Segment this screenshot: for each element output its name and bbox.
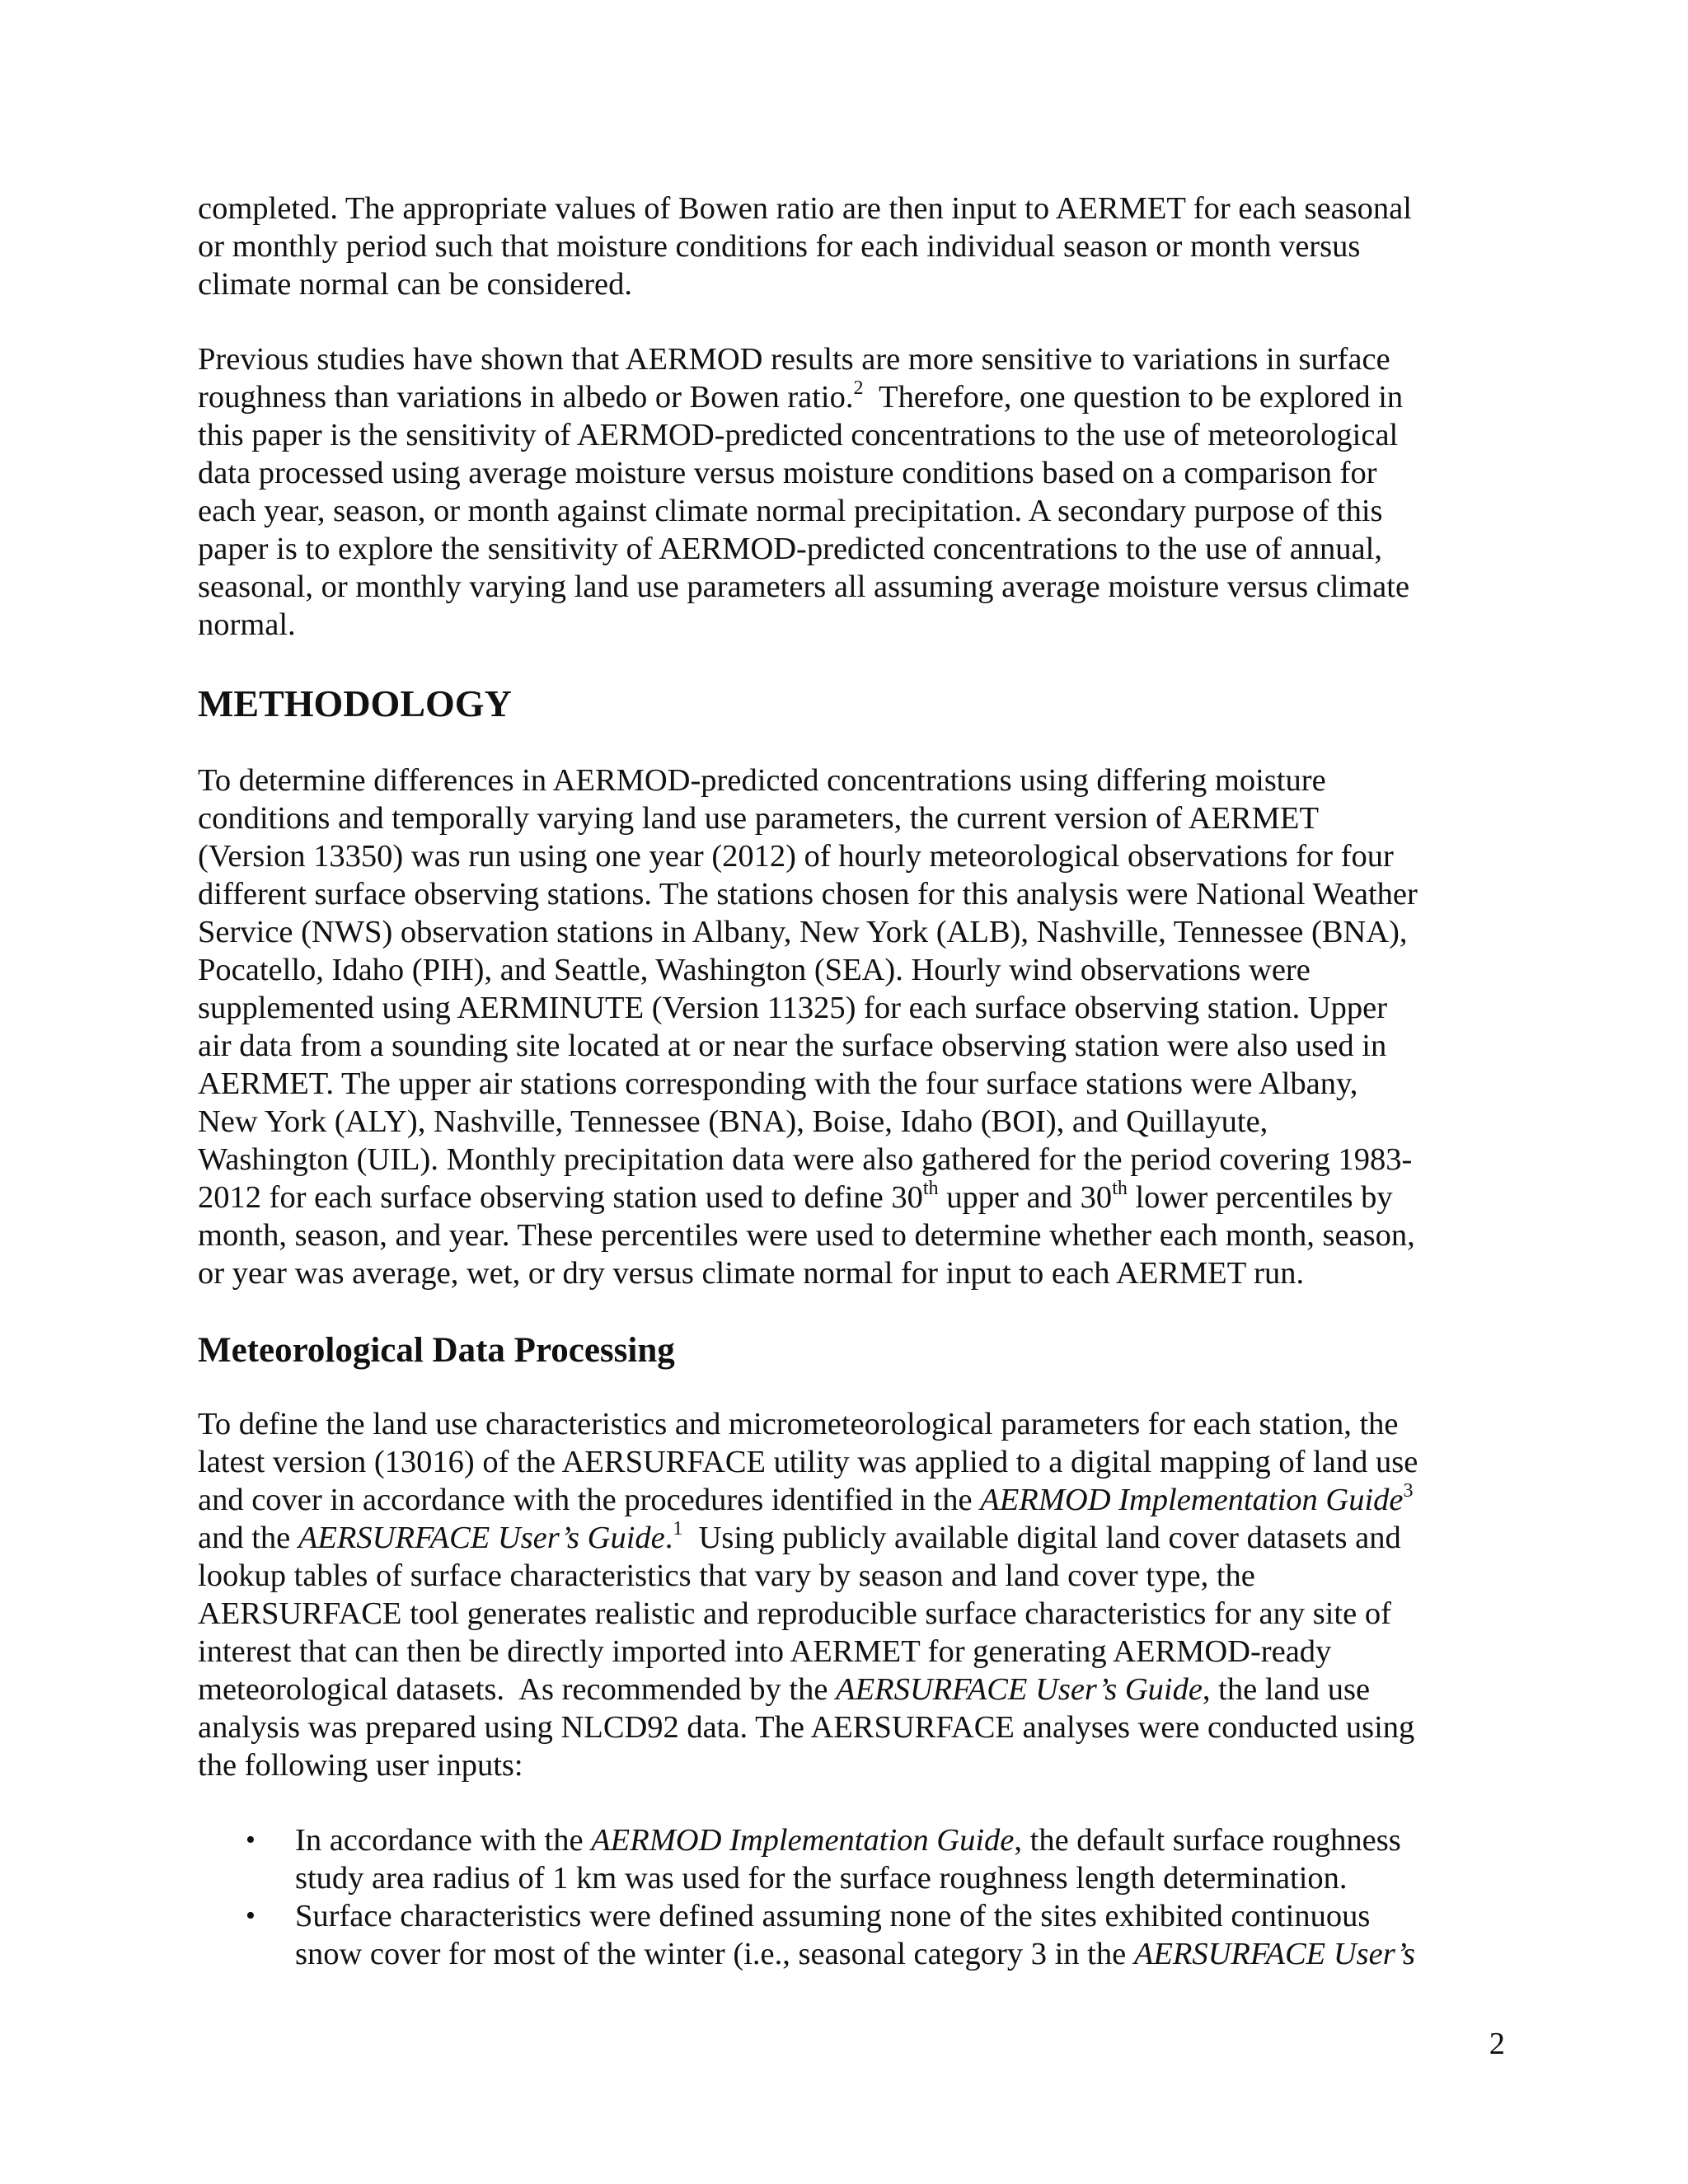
paragraph-met-processing <box>198 1405 1500 1784</box>
text-line: To define the land use characteristics and micrometeorological parameters for each station, the <box>198 1407 1399 1441</box>
text-line: Pocatello, Idaho (PIH), and Seattle, Washington (SEA). Hourly wind observations were <box>198 953 1311 987</box>
text-line <box>198 1671 1500 1708</box>
text-line: this paper is the sensitivity of AERMOD-predicted concentrations to the use of meteorological <box>198 418 1399 452</box>
text-run: and cover in accordance with the procedures identified in the <box>198 1483 981 1517</box>
list-item <box>198 1897 1500 1973</box>
page-number: 2 <box>1489 2027 1505 2061</box>
italic-title: AERSURFACE User’s Guide <box>298 1521 665 1555</box>
paragraph-methodology <box>198 762 1500 1292</box>
text-line: normal. <box>198 607 296 642</box>
text-line: To determine differences in AERMOD-predicted concentrations using differing moisture <box>198 763 1326 798</box>
italic-title: AERMOD Implementation Guide <box>980 1483 1404 1517</box>
text-line: supplemented using AERMINUTE (Version 11325) for each surface observing station. Upper <box>198 991 1388 1025</box>
text-line: data processed using average moisture versus moisture conditions based on a comparison for <box>198 456 1377 490</box>
text-line: different surface observing stations. The stations chosen for this analysis were National Weather <box>198 877 1418 912</box>
text-run: In accordance with the <box>295 1823 592 1858</box>
text-line: month, season, and year. These percentiles were used to determine whether each month, season, <box>198 1218 1415 1253</box>
text-run: upper and 30 <box>938 1180 1113 1215</box>
text-line: or monthly period such that moisture conditions for each individual season or month versus <box>198 229 1361 264</box>
text-run: roughness than variations in albedo or Bowen ratio. <box>198 380 854 415</box>
text-line: paper is to explore the sensitivity of AERMOD-predicted concentrations to the use of annual, <box>198 532 1382 566</box>
text-line: latest version (13016) of the AERSURFACE utility was applied to a digital mapping of land use <box>198 1445 1418 1479</box>
text-line <box>295 1821 1500 1859</box>
text-line: interest that can then be directly imported into AERMET for generating AERMOD-ready <box>198 1634 1332 1669</box>
text-line: air data from a sounding site located at or near the surface observing station were also used in <box>198 1029 1387 1063</box>
text-line: (Version 13350) was run using one year (2012) of hourly meteorological observations for four <box>198 839 1394 874</box>
paragraph-intro-continued <box>198 190 1500 303</box>
text-line: each year, season, or month against climate normal precipitation. A secondary purpose of this <box>198 494 1383 528</box>
list-item <box>198 1821 1500 1897</box>
superscript: th <box>922 1178 939 1200</box>
text-line: Service (NWS) observation stations in Albany, New York (ALB), Nashville, Tennessee (BNA), <box>198 915 1408 949</box>
text-line: lookup tables of surface characteristics that vary by season and land cover type, the <box>198 1558 1255 1593</box>
text-line <box>295 1935 1500 1973</box>
text-run: and the <box>198 1521 298 1555</box>
footnote-ref: 1 <box>673 1518 683 1540</box>
bullet-icon: • <box>246 1900 256 1931</box>
text-line: or year was average, wet, or dry versus climate normal for input to each AERMET run. <box>198 1256 1305 1291</box>
superscript: th <box>1112 1178 1128 1200</box>
text-line: Washington (UIL). Monthly precipitation data were also gathered for the period covering 1983- <box>198 1142 1413 1177</box>
text-line: Surface characteristics were defined assuming none of the sites exhibited continuous <box>295 1899 1371 1933</box>
text-run: meteorological datasets. As recommended by the <box>198 1672 837 1707</box>
text-run: , the land use <box>1202 1672 1371 1707</box>
text-run: Using publicly available digital land cover datasets and <box>682 1521 1401 1555</box>
text-line: completed. The appropriate values of Bowen ratio are then input to AERMET for each seasonal <box>198 191 1412 226</box>
section-heading-methodology: METHODOLOGY <box>198 682 512 724</box>
italic-title: AERSURFACE User’s Guide <box>836 1672 1203 1707</box>
italic-title: AERMOD Implementation Guide <box>591 1823 1015 1858</box>
text-run: Therefore, one question to be explored in <box>863 380 1404 415</box>
text-line: study area radius of 1 km was used for the surface roughness length determination. <box>295 1861 1348 1896</box>
text-line <box>198 1481 1500 1519</box>
text-run: . <box>664 1521 673 1555</box>
text-run: , the default surface roughness <box>1014 1823 1401 1858</box>
text-line: the following user inputs: <box>198 1748 523 1783</box>
text-line: AERMET. The upper air stations corresponding with the four surface stations were Albany, <box>198 1066 1358 1101</box>
text-run: snow cover for most of the winter (i.e., seasonal category 3 in the <box>295 1937 1134 1971</box>
text-line: seasonal, or monthly varying land use parameters all assuming average moisture versus climate <box>198 569 1410 604</box>
text-line: conditions and temporally varying land use parameters, the current version of AERMET <box>198 801 1319 836</box>
paragraph-previous-studies <box>198 340 1500 644</box>
text-line: climate normal can be considered. <box>198 267 633 302</box>
text-line <box>198 378 1500 416</box>
text-line <box>198 1179 1500 1216</box>
footnote-ref: 3 <box>1403 1480 1414 1502</box>
text-line <box>198 1519 1500 1557</box>
page-body <box>198 190 1500 1973</box>
footnote-ref: 2 <box>853 377 864 400</box>
italic-title: AERSURFACE User’s <box>1133 1937 1415 1971</box>
subsection-heading-met-data: Meteorological Data Processing <box>198 1331 675 1370</box>
bullet-icon: • <box>246 1825 256 1855</box>
text-line: Previous studies have shown that AERMOD results are more sensitive to variations in surface <box>198 342 1390 377</box>
text-line: AERSURFACE tool generates realistic and reproducible surface characteristics for any site of <box>198 1596 1391 1631</box>
text-run: lower percentiles by <box>1127 1180 1393 1215</box>
text-run: 2012 for each surface observing station used to define 30 <box>198 1180 923 1215</box>
text-line: New York (ALY), Nashville, Tennessee (BNA), Boise, Idaho (BOI), and Quillayute, <box>198 1104 1268 1139</box>
text-line: analysis was prepared using NLCD92 data. The AERSURFACE analyses were conducted using <box>198 1710 1415 1745</box>
user-inputs-list <box>198 1821 1500 1973</box>
